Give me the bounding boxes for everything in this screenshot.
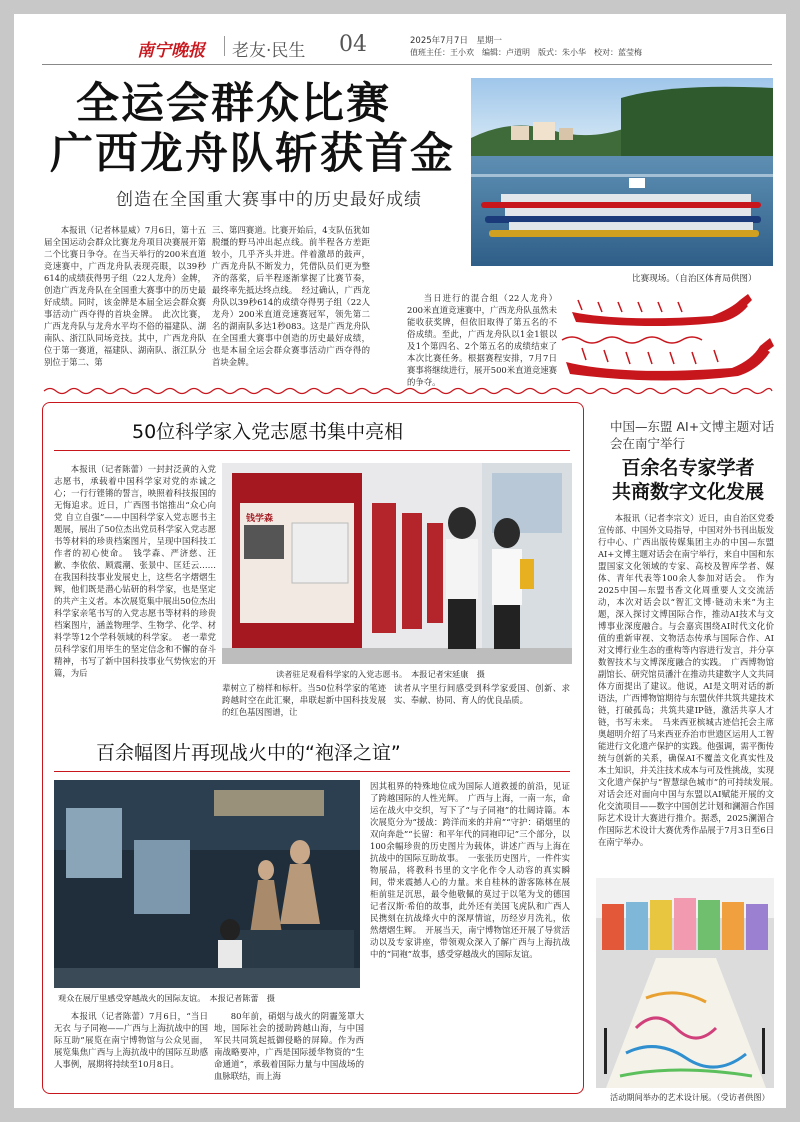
story4-title: 百余幅图片再现战火中的“袍泽之谊”	[96, 742, 401, 764]
story2-title: 50位科学家入党志愿书集中亮相	[132, 421, 404, 443]
art-exhibition-scene	[596, 878, 774, 1088]
story2-col2-text: 辈树立了榜样和标杆。当50位科学家的笔迹跨越时空在此汇聚，串联起新中国科技发展的红色基因图谱，让	[222, 683, 386, 717]
wave-divider	[44, 386, 772, 396]
story1-col1-text: 本报讯（记者林显威）7月6日，第十五届全国运动会群众比赛龙舟项目决赛展开第二个比赛日争夺。在当天举行的200米直道竞速赛中，广西龙舟队表现亮眼，以39秒614的成绩获得男子组（22人龙舟）金牌，创造广西龙舟队在全国重大赛事中的历史最好成绩。同时，该金牌是本届全运会群众赛事活动广西夺得的首块金牌。 此次比赛，广西龙舟队与龙舟水平均不俗的福建队、湖南队、浙江队同场竞技。其中，广西龙舟队位于第一赛道，福建队、湖南队、浙江队分别位于第二、第	[44, 225, 206, 367]
story4-col1	[54, 1010, 208, 1086]
story4-col2	[214, 1010, 364, 1086]
editor-credits: 值班主任：王小欢 编辑：卢道明 版式：朱小华 校对：蓝莹梅	[410, 48, 642, 57]
story2-col2	[222, 682, 386, 718]
story1-col1	[44, 224, 206, 392]
exhibit-hall-scene	[54, 780, 360, 988]
art-exhibition-photo	[596, 878, 774, 1088]
story2-photo-caption: 读者驻足观看科学家的入党志愿书。 本报记者宋延康 摄	[276, 669, 485, 679]
story4-col3-text: 因其租界的特殊地位成为国际人道救援的前沿，见证了跨越国际的人性光辉。 广西与上海，一南一东，命运在战火中交织，写下了“与子同袍”的壮阔诗篇。本次展览分为“援战：跨洋而来的并肩”“守护：硝烟里的双向奔赴”“长留：和平年代的同袍印记”三个部分，以100余幅珍贵的历史图片为载体，讲述广西与上海在抗战中的国际互助故事。 一张张历史图片，一件件实物展品，将教科书里的文字化作令人动容的真实瞬间，带来震撼人心的力量。来自桂林的游客陈林在展柜前驻足沉思，最令他敬佩的莫过于以笔为戈的德国记者汉斯·希伯的故事，此外还有美国飞虎队和广西人民携刻在抗战烽火中的深厚情谊，历经岁月洗礼，依然熠熠生辉。 开展当天，南宁博物馆还开展了导赏活动以及专家讲座，带领观众深入了解广西与上海抗战中的“同袍”故事，感受穿越战火的国际友谊。	[370, 781, 570, 959]
story2-col3-text: 读者从字里行间感受到科学家爱国、创新、求实、奉献、协同、育人的优良品质。	[394, 683, 570, 705]
newspaper-logo: 南宁晚报	[137, 41, 205, 61]
issue-date: 2025年7月7日 星期一	[410, 36, 502, 46]
story1-col3-text: 当日进行的混合组（22人龙舟）200米直道竞速赛中，广西龙舟队虽然未能收获奖牌，但依旧取得了第五名的不俗成绩。至此，广西龙舟队以1金1银以及1个第四名、2个第五名的成绩结束了本次比赛任务。根据赛程安排，7月7日赛事将继续进行，展开500米直道竞速赛的争夺。	[407, 293, 557, 387]
story1-col2-text: 三、第四赛道。比赛开始后，4支队伍犹如脱缰的野马冲出起点线。前半程各方差距较小，几乎齐头并进。伴着激昂的鼓声，广西龙舟队不断发力，凭借队员们更为整齐的落桨，后半程逐渐掌握了比赛节奏，最终率先抵达终点线。 经过确认，广西龙舟队以39秒614的成绩夺得男子组（22人龙舟）200米直道竞速赛冠军，领先第二名的湖南队多达1秒083。这是广西龙舟队在全国重大赛事中创造的历史最好成绩，也是本届全运会群众赛事活动广西夺得的首块金牌。	[212, 225, 370, 367]
page-number: 04	[339, 32, 367, 57]
story4-rule	[54, 771, 570, 772]
dragon-boat-scene	[471, 78, 773, 266]
newspaper-page	[14, 14, 786, 1108]
story1-col2	[212, 224, 370, 392]
section-name: 老友·民生	[232, 41, 306, 61]
story4-photo-caption: 观众在展厅里感受穿越战火的国际友谊。 本报记者陈蕾 摄	[58, 993, 275, 1003]
story3-body	[598, 512, 783, 868]
story1-title-line1: 全运会群众比赛	[76, 79, 391, 129]
science-exhibit-photo	[222, 463, 572, 664]
dragon-boat-photo	[471, 78, 773, 266]
story1-photo-caption: 比赛现场。（自治区体育局供图）	[632, 274, 757, 284]
exhibit-panel-label: 钱学森	[246, 514, 274, 524]
story2-col1	[54, 463, 216, 715]
story2-col1-text: 本报讯（记者陈蕾）一封封泛黄的入党志愿书，承载着中国科学家对党的赤诚之心；一行行铿锵的誓言，映照着科技报国的无悔追求。近日，广西图书馆推出“众心向党 自立自强”——中国科学家入党志愿书主题展，展出了50位杰出党员科学家入党志愿书等材料的珍贵档案图片，呈现中国科技工作者的初心使命。 钱学森、严济慈、汪歉、李依依、顾震潮、张景中、匡廷云……在我国科技事业发展史上，这些名字熠熠生辉，他们既是潜心钻研的科学家，也是坚定的共产主义者。本次展览集中展出50位杰出科学家亲笔书写的入党志愿书等材料的珍贵档案图片，涵盖物理学、生物学、化学、材料学等12个学科领域的科学家。 老一辈党员科学家们用毕生的坚定信念和不懈的奋斗精神，书写了新中国科技事业气势恢宏的开篇，为后	[54, 464, 216, 678]
story1-col3	[407, 292, 557, 387]
story4-col2-text: 80年前，硝烟与战火的阴霾笼罩大地，国际社会的援助跨越山海，与中国军民共同筑起抵御侵略的屏障。作为西南战略要冲，广西是国际援华物资的“生命通道”，承载着国际力量与中国战场的血脉联结，而上海	[214, 1011, 364, 1081]
war-exhibit-photo	[54, 780, 360, 988]
header-divider	[224, 36, 225, 56]
dragon-boat-illustration	[562, 290, 776, 386]
story1-subtitle: 创造在全国重大赛事中的历史最好成绩	[116, 190, 422, 210]
exhibit-scene	[222, 463, 572, 664]
story4-col1-text: 本报讯（记者陈蕾）7月6日，“当日无衣 与子同袍——广西与上海抗战中的国际互助”展览在南宁博物馆与公众见面，展览集焦广西与上海抗战中的国际互助感人事例，展期将持续至10月8日。	[54, 1011, 208, 1069]
story4-col3	[370, 780, 570, 1086]
story3-photo-caption: 活动期间举办的艺术设计展。（受访者供图）	[610, 1092, 770, 1102]
story3-title-line1: 百余名专家学者	[621, 457, 755, 479]
story3-body-text: 本报讯（记者李宗文）近日，由自治区党委宣传部、中国外文局指导，中国对外书刊出版发行中心、广西出版传媒集团主办的中国—东盟AI+文博主题对话会在南宁举行，来自中国和东盟国家文化领域的专家、高校及智库学者、媒体、青年代表等100余人参加对话会。 作为2025中国—东盟书香文化周重要人文交流活动，本次对话会以“智汇文博·链动未来”为主题，深入探讨文博国际合作，推动AI技术与文博事业深度融合。与会嘉宾围绕AI时代文化价值的重新审视、文物活态传承与国际合作、AI对文博行业生态的重构等内容进行发言，并分享数智技术与文博深度融合的实践。 广西博物馆副馆长、研究馆员潘汁在推动共建数字人文共同体方面提出了建议。他说，AI是文明对话的新语法，广西博物馆期待与东盟伙伴共筑共建技术链，打破孤岛；共筑共建IP链，激活共享人才链，书写未来。 马来西亚槟城古迹信托会主席奥超明介绍了马来西亚乔治市世遗区运用人工智能进行文化遗产保护的实践。他强调，需平衡传统与创新的关系，确保AI不覆盖文化真实性及本土知识，并关注技术成本与可及性挑战，实现文化遗产保护与“智慧绿色城市”的可持续发展。 对话会还对面向中国与东盟以AI赋能开展的文化交流项目——数字中国创艺计划和澜湄合作国际艺术设计大赛进行推介。据悉，2025澜湄合作国际艺术设计大赛优秀作品展于7月3日至6日在南宁举办。	[598, 513, 783, 847]
dragon-illustration-icon	[562, 290, 776, 386]
story3-title-line2: 共商数字文化发展	[611, 481, 764, 503]
story3-kicker: 中国—东盟 AI+文博主题对话会在南宁举行	[610, 419, 775, 451]
story1-title-line2: 广西龙舟队斩获首金	[50, 129, 455, 179]
story2-col3	[394, 682, 570, 718]
story2-rule	[54, 450, 570, 451]
header-rule	[42, 64, 772, 65]
